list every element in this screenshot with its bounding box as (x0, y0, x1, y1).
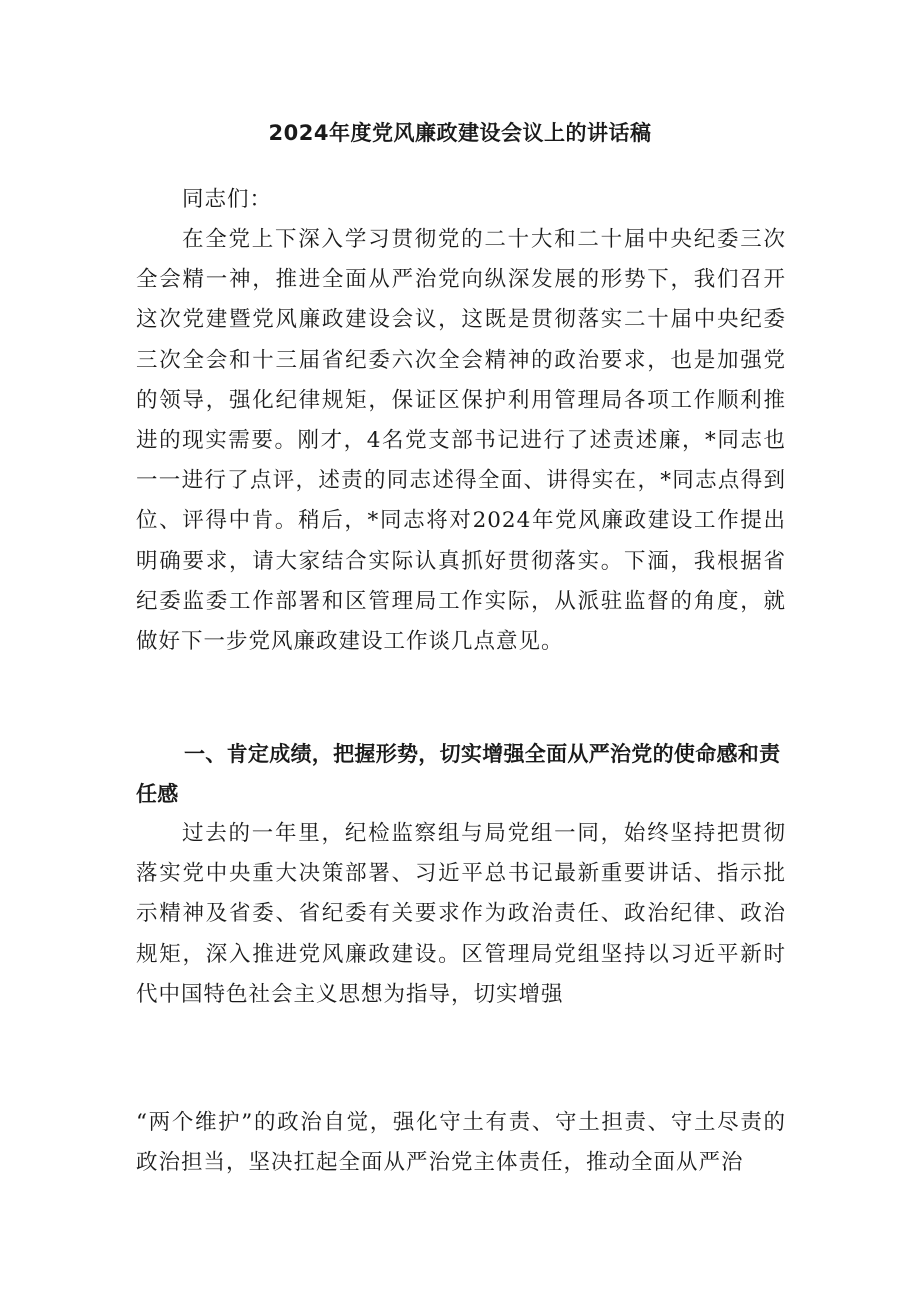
document-title: 2024年度党风廉政建设会议上的讲话稿 (268, 121, 652, 145)
section-heading-1: 一、肯定成绩，把握形势，切实增强全面从严治党的使命感和责任感 (136, 742, 781, 806)
paragraph-continuation: “两个维护”的政治自觉，强化守土有责、守土担责、守土尽责的政治担当，坚决扛起全面从严治党主体责任，推动全面从严治 (136, 1110, 786, 1176)
salutation: 同志们： (182, 187, 273, 212)
paragraph-section1: 过去的一年里，纪检监察组与局党组一同，始终坚持把贯彻落实党中央重大决策部署、习近平总书记最新重要讲话、指示批示精神及省委、省纪委有关要求作为政治责任、政治纪律、政治规矩，深入推进党风廉政建设。区管理局党组坚持以习近平新时代中国特色社会主义思想为指导，切实增强 (136, 821, 786, 1007)
paragraph-intro: 在全党上下深入学习贯彻党的二十大和二十届中央纪委三次全会精一神，推进全面从严治党向纵深发展的形势下，我们召开这次党建暨党风廉政建设会议，这既是贯彻落实二十届中央纪委三次全会和十三届省纪委六次全会精神的政治要求，也是加强党的领导，强化纪律规矩，保证区保护利用管理局各项工作顺利推进的现实需要。刚才，4名党支部书记进行了述责述廉，*同志也一一进行了点评，述责的同志述得全面、讲得实在，*同志点得到位、评得中肯。稍后，*同志将对2024年党风廉政建设工作提出明确要求，请大家结合实际认真抓好贯彻落实。下湎，我根据省纪委监委工作部署和区管理局工作实际，从派驻监督的角度，就做好下一步党风廉政建设工作谈几点意见。 (136, 227, 786, 655)
